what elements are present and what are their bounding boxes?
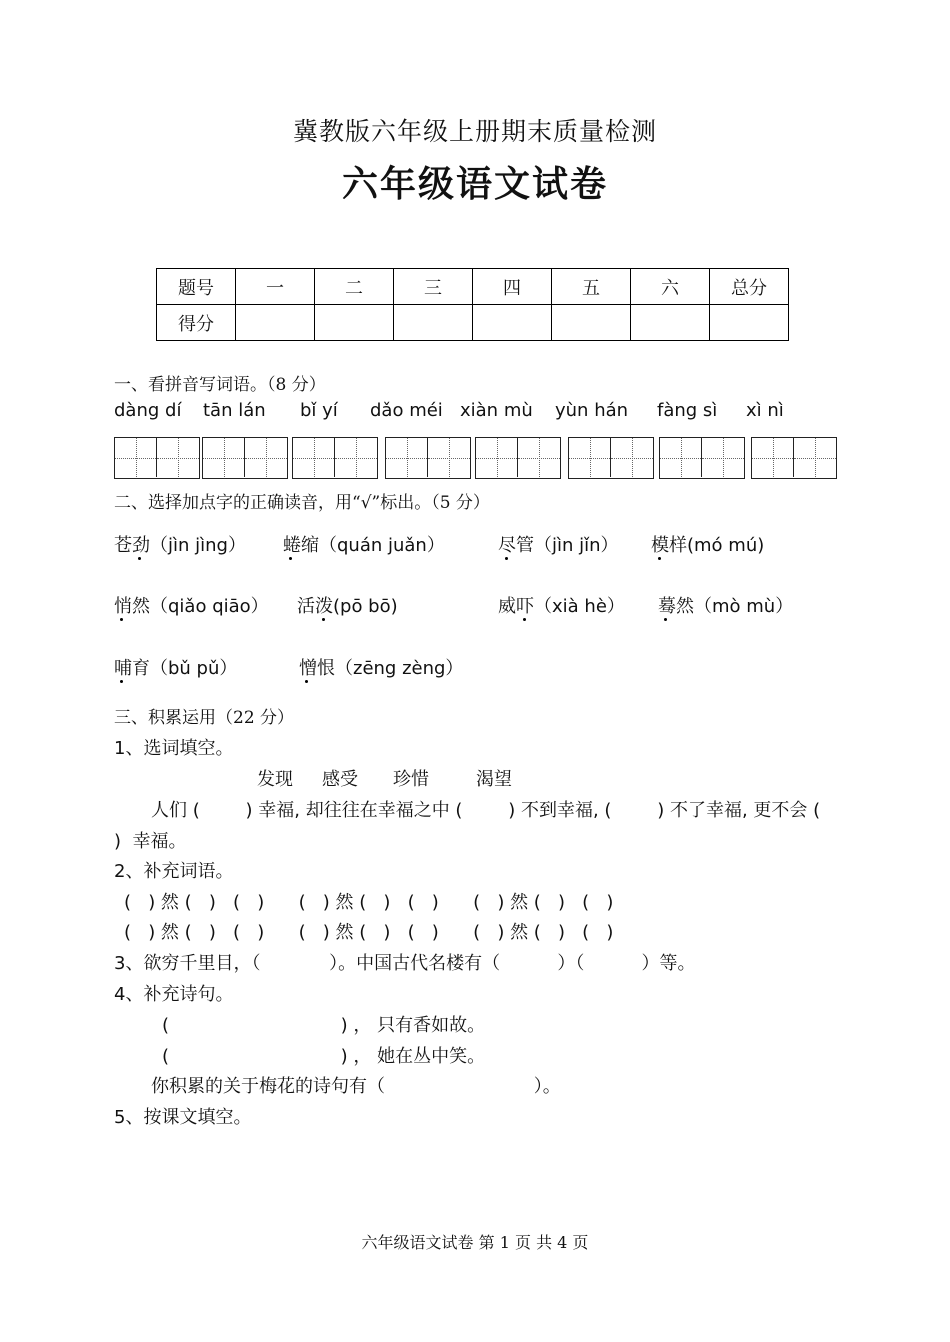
- q3-line: 3、欲穷千里目，（ ）。中国古代名楼有（ ）（ ）等。: [114, 953, 696, 974]
- word-box[interactable]: [292, 437, 378, 479]
- score-cell: 五: [552, 269, 631, 305]
- exam-title: 六年级语文试卷: [341, 164, 608, 205]
- q1-word: 发现: [257, 769, 293, 790]
- q1-word: 渴望: [476, 769, 512, 790]
- q1-word: 珍惜: [393, 769, 429, 790]
- section1-heading: 一、看拼音写词语。（8 分）: [114, 375, 326, 395]
- emphasis-dot: [664, 618, 667, 621]
- score-table-score-row: [157, 305, 789, 341]
- page-footer: 六年级语文试卷 第 1 页 共 4 页: [361, 1233, 589, 1252]
- pinyin-label: xiàn mù: [460, 400, 533, 421]
- reading-item: 苍劲（jìn jìng）: [114, 535, 246, 556]
- writing-grid: [114, 437, 838, 480]
- q4-plum-poem-line: 你积累的关于梅花的诗句有（ ）。: [151, 1076, 561, 1097]
- score-cell: 二: [315, 269, 394, 305]
- pinyin-label: fàng sì: [657, 400, 718, 421]
- score-cell: 三: [394, 269, 473, 305]
- emphasis-dot: [305, 680, 308, 683]
- emphasis-dot: [505, 557, 508, 560]
- q2-row: ( ) 然 ( ) ( ) ( ) 然 ( ) ( ) ( ) 然 ( ) ( ): [124, 892, 614, 913]
- q2-title: 2、补充词语。: [114, 861, 234, 882]
- word-box[interactable]: [202, 437, 288, 479]
- reading-item: 蜷缩（quán juǎn）: [283, 535, 445, 556]
- q1-sentence-line1: 人们 ( ) 幸福, 却往往在幸福之中 ( ) 不到幸福, ( ) 不了幸福, 更不会 (: [151, 800, 821, 821]
- q1-word: 感受: [322, 769, 358, 790]
- score-input-cell[interactable]: [394, 305, 473, 341]
- word-box[interactable]: [751, 437, 837, 479]
- emphasis-dot: [138, 557, 141, 560]
- score-cell: 六: [631, 269, 710, 305]
- q2-row: ( ) 然 ( ) ( ) ( ) 然 ( ) ( ) ( ) 然 ( ) ( ): [124, 922, 614, 943]
- score-cell: 题号: [157, 269, 236, 305]
- reading-item: 威吓（xià hè）: [498, 596, 625, 617]
- score-input-cell[interactable]: [710, 305, 789, 341]
- score-cell: 四: [473, 269, 552, 305]
- score-input-cell[interactable]: [552, 305, 631, 341]
- score-cell: 总分: [710, 269, 789, 305]
- score-table: [156, 268, 789, 341]
- pinyin-row: [114, 400, 834, 426]
- q4-poem-line: ( ) ， 她在丛中笑。: [162, 1046, 486, 1067]
- pinyin-label: yùn hán: [555, 400, 629, 421]
- emphasis-dot: [120, 680, 123, 683]
- score-label-cell: 得分: [157, 305, 236, 341]
- q4-poem-line: ( ) ， 只有香如故。: [162, 1015, 486, 1036]
- emphasis-dot: [523, 618, 526, 621]
- section3-heading: 三、积累运用（22 分）: [114, 708, 295, 728]
- emphasis-dot: [120, 618, 123, 621]
- pinyin-label: bǐ yí: [300, 400, 338, 421]
- q1-sentence-line2: ) 幸福。: [114, 831, 187, 852]
- q4-title: 4、补充诗句。: [114, 984, 234, 1005]
- word-box[interactable]: [114, 437, 200, 479]
- emphasis-dot: [658, 557, 661, 560]
- score-input-cell[interactable]: [315, 305, 394, 341]
- reading-item: 尽管（jìn jǐn）: [498, 535, 619, 556]
- pinyin-label: tān lán: [203, 400, 266, 421]
- score-table-header-row: [157, 269, 789, 305]
- score-input-cell[interactable]: [236, 305, 315, 341]
- section2-heading: 二、选择加点字的正确读音，用“√”标出。（5 分）: [114, 493, 490, 513]
- emphasis-dot: [289, 557, 292, 560]
- score-cell: 一: [236, 269, 315, 305]
- q1-title: 1、选词填空。: [114, 738, 234, 759]
- reading-item: 模样(mó mú): [651, 535, 765, 556]
- reading-item: 憎恨（zēng zèng）: [299, 658, 464, 679]
- reading-item: 蓦然（mò mù）: [658, 596, 794, 617]
- q5-title: 5、按课文填空。: [114, 1107, 252, 1128]
- exam-subtitle: 冀教版六年级上册期末质量检测: [292, 117, 657, 146]
- reading-item: 悄然（qiǎo qiāo）: [114, 596, 269, 617]
- word-box[interactable]: [475, 437, 561, 479]
- emphasis-dot: [322, 618, 325, 621]
- reading-item: 活泼(pō bō): [297, 596, 398, 617]
- word-box[interactable]: [385, 437, 471, 479]
- word-box[interactable]: [568, 437, 654, 479]
- word-box[interactable]: [659, 437, 745, 479]
- pinyin-label: xì nì: [746, 400, 784, 421]
- reading-item: 哺育（bǔ pǔ）: [114, 658, 238, 679]
- pinyin-label: dǎo méi: [370, 400, 443, 421]
- pinyin-label: dàng dí: [114, 400, 182, 421]
- score-input-cell[interactable]: [631, 305, 710, 341]
- score-input-cell[interactable]: [473, 305, 552, 341]
